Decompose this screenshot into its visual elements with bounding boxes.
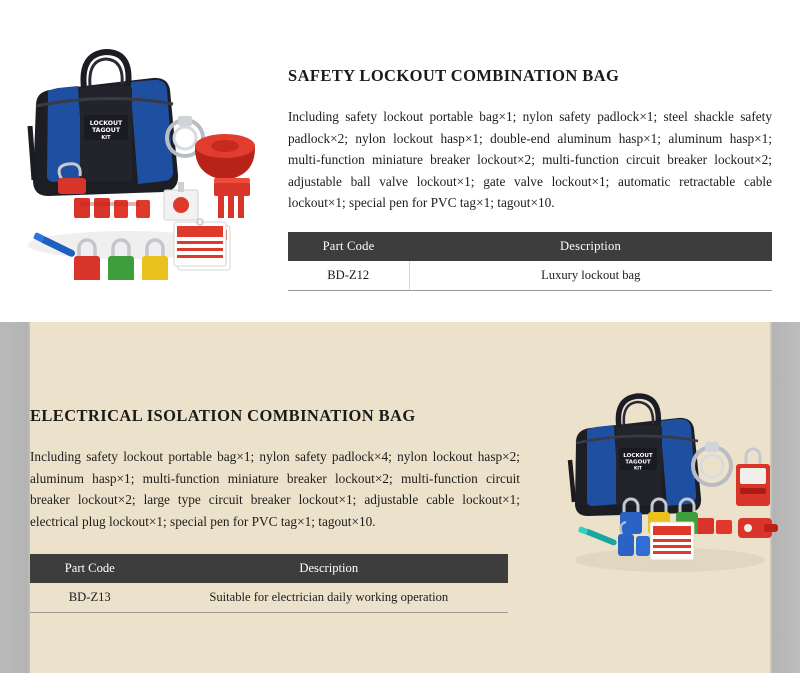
safety-lockout-kit-photo: [18, 30, 268, 280]
table-row: [30, 583, 508, 613]
svg-text:KIT: KIT: [101, 135, 111, 141]
svg-text:TAGOUT: TAGOUT: [91, 127, 121, 134]
safety-lockout-description: Including safety lockout portable bag×1; nylon safety padlock×1; steel shackle safety padlock×2; nylon lockout hasp×1; double-end aluminum hasp×1; aluminum hasp×1; multi-function miniature breaker lockout×2; multi-function circuit breaker lockout×2; adjustable ball valve lockout×1; gate valve lockout×1; automatic retractable cable lockout×1; special pen for PVC tag×1; tagout×10.: [288, 109, 772, 211]
page-title-safety-lockout: SAFETY LOCKOUT COMBINATION BAG: [288, 66, 620, 85]
svg-text:TAGOUT: TAGOUT: [625, 459, 651, 466]
page-title-electrical-isolation: ELECTRICAL ISOLATION COMBINATION BAG: [30, 406, 416, 425]
electrical-isolation-spec-table: [30, 554, 508, 613]
section-safety-lockout-combination-bag: [0, 0, 800, 322]
svg-text:KIT: KIT: [633, 466, 643, 472]
cell-part-code: BD-Z12: [288, 261, 409, 291]
electrical-isolation-kit-photo: [560, 382, 785, 582]
electrical-isolation-text-block: [30, 406, 520, 613]
table-row: [288, 261, 772, 291]
table-header-part-code: Part Code: [288, 232, 409, 261]
cell-description: Suitable for electrician daily working operation: [150, 583, 509, 613]
table-header-row: [30, 554, 508, 583]
section-electrical-isolation-combination-bag: [0, 322, 800, 673]
table-header-description: Description: [409, 232, 772, 261]
svg-text:LOCKOUT: LOCKOUT: [623, 453, 653, 459]
cell-part-code: BD-Z13: [30, 583, 150, 613]
electrical-isolation-description: Including safety lockout portable bag×1; nylon safety padlock×4; nylon lockout hasp×2; aluminum hasp×1; multi-function miniature breaker lockout×2; multi-function circuit breaker lockout×2; large type circuit breaker lockout×1; adjustable cable lockout×1; electrical plug lockout×1; special pen for PVC tag×1; tagout×10.: [30, 449, 520, 529]
cell-description: Luxury lockout bag: [409, 261, 772, 291]
table-header-description: Description: [150, 554, 509, 583]
safety-lockout-text-block: [288, 66, 772, 291]
safety-lockout-spec-table: [288, 232, 772, 291]
svg-text:LOCKOUT: LOCKOUT: [89, 120, 123, 127]
table-header-part-code: Part Code: [30, 554, 150, 583]
table-header-row: [288, 232, 772, 261]
